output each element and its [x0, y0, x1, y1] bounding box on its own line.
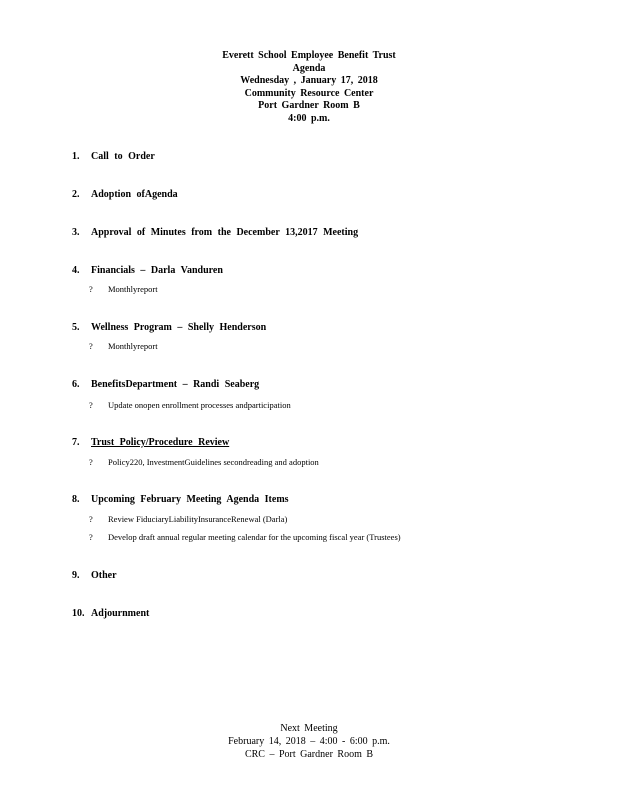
sub-item — [89, 514, 287, 524]
sub-item — [89, 457, 319, 467]
item-number: 9. — [72, 570, 80, 581]
item-title: Adjournment — [91, 608, 150, 619]
item-number: 4. — [72, 265, 80, 276]
header-title: Agenda — [292, 62, 326, 74]
sub-item-text: Update onopen enrollment processes andparticipation — [108, 400, 291, 410]
item-title: Call to Order — [91, 151, 155, 162]
bullet-icon: ? — [89, 400, 93, 410]
footer-heading: Next Meeting — [280, 723, 338, 734]
bullet-icon: ? — [89, 457, 93, 467]
sub-item-text: Monthlyreport — [108, 284, 158, 294]
bullet-icon: ? — [89, 532, 93, 542]
bullet-icon: ? — [89, 284, 93, 294]
item-title: Approval of Minutes from the December 13,2017 Meeting — [91, 227, 359, 238]
sub-item-text: Policy220, InvestmentGuidelines secondreading and adoption — [108, 457, 319, 467]
item-title: Financials – Darla Vanduren — [91, 265, 223, 276]
header-room: Port Gardner Room B — [258, 100, 360, 111]
next-meeting-footer — [0, 722, 618, 761]
sub-item — [89, 341, 158, 351]
sub-item-text: Review FiduciaryLiabilityInsuranceRenewal (Darla) — [108, 514, 288, 524]
bullet-icon: ? — [89, 514, 93, 524]
item-number: 8. — [72, 494, 80, 505]
header-time: 4:00 p.m. — [288, 112, 330, 124]
footer-date: February 14, 2018 – 4:00 - 6:00 p.m. — [228, 736, 390, 747]
sub-item-text: Monthlyreport — [108, 341, 158, 351]
header-org: Everett School Employee Benefit Trust — [222, 50, 396, 61]
sub-item — [89, 400, 291, 410]
item-title: BenefitsDepartment – Randi Seaberg — [91, 379, 260, 390]
item-number: 2. — [72, 189, 80, 200]
header-date: Wednesday , January 17, 2018 — [240, 75, 378, 86]
item-number: 10. — [72, 608, 85, 619]
sub-item — [89, 284, 158, 294]
bullet-icon: ? — [89, 341, 93, 351]
item-title: Upcoming February Meeting Agenda Items — [91, 494, 289, 505]
item-title: Wellness Program – Shelly Henderson — [91, 322, 267, 333]
item-title: Adoption ofAgenda — [91, 189, 178, 200]
header-location: Community Resource Center — [244, 87, 374, 99]
footer-location: CRC – Port Gardner Room B — [244, 749, 374, 760]
item-number: 3. — [72, 227, 80, 238]
item-number: 7. — [72, 437, 80, 448]
item-title: Other — [91, 570, 117, 581]
sub-item — [89, 532, 401, 542]
document-header — [0, 50, 618, 125]
item-title: Trust Policy/Procedure Review — [91, 437, 230, 448]
sub-item-text: Develop draft annual regular meeting calendar for the upcoming fiscal year (Trustees) — [108, 532, 401, 542]
item-number: 6. — [72, 379, 80, 390]
item-number: 1. — [72, 151, 80, 162]
item-number: 5. — [72, 322, 80, 333]
